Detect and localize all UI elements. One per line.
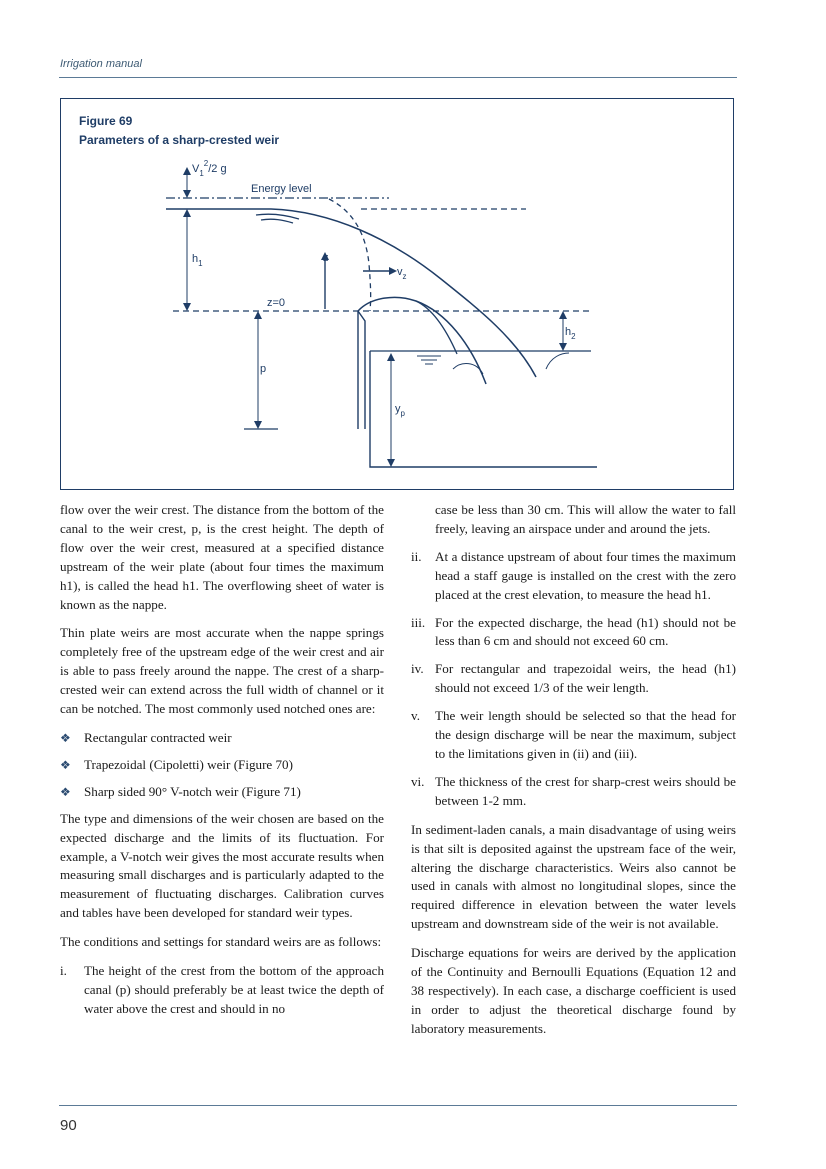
list-item: ❖ Sharp sided 90° V-notch weir (Figure 71) [60, 783, 384, 802]
weir-diagram [61, 99, 733, 489]
list-item: ii. At a distance upstream of about four times the maximum head a staff gauge is installed on the crest with the zero placed at the crest elevation, to measure the head h1. [411, 548, 736, 602]
z-label: z [323, 252, 329, 264]
splash-curl-right [546, 353, 569, 369]
figure-box [60, 98, 734, 490]
p-label: p [260, 363, 267, 375]
paragraph: The conditions and settings for standard weirs are as follows: [60, 934, 382, 950]
footer-rule [59, 1105, 737, 1106]
water-surface-symbol [417, 356, 441, 364]
energy-dashed-curve [329, 199, 371, 311]
conditions-list-continued [411, 501, 736, 811]
list-item: ❖ Rectangular contracted weir [60, 729, 384, 748]
notched-weir-list [60, 729, 384, 802]
z0-label: z=0 [267, 297, 286, 309]
nappe-upper-surface [166, 209, 536, 377]
h1-label: $h_1$ [192, 253, 203, 268]
h2-label: $h_2$ [565, 326, 576, 341]
surface-ripples [256, 214, 299, 223]
list-item: ❖ Trapezoidal (Cipoletti) weir (Figure 70) [60, 756, 384, 775]
vz-label: $v_z$ [397, 266, 407, 281]
yp-label: $y_p$ [395, 403, 405, 418]
left-column [60, 501, 384, 1029]
bullet-icon: ❖ [60, 730, 71, 745]
list-item: v. The weir length should be selected so that the head for the design discharge will be near the maximum, subject to the limitations given in (ii) and (iii). [411, 708, 736, 761]
list-item-continued: case be less than 30 cm. This will allow the water to fall freely, leaving an airspace under and around the jets. [435, 502, 736, 536]
nappe-lower-inner [416, 301, 457, 354]
running-header: Irrigation manual [60, 58, 142, 70]
weir-plate [358, 311, 365, 429]
energy-level-label: Energy level [251, 183, 312, 195]
velocity-head-label: $V_1^2/2$ g [192, 159, 227, 178]
paragraph: In sediment-laden canals, a main disadvantage of using weirs is that silt is deposited against the upstream face of the weir, altering the discharge characteristics. Weirs also cannot be used in canals with almost no longitudinal slopes, since the required difference in elevation between the water levels upstream and downstream side of the weir is not available. [411, 821, 736, 932]
figure-title: Parameters of a sharp-crested weir [79, 133, 280, 147]
list-item: i. The height of the crest from the bottom of the approach canal (p) should preferably be at least twice the depth of water above the crest and should in no [60, 963, 384, 1016]
list-item: iii. For the expected discharge, the head (h1) should not be less than 6 cm and should not exceed 60 cm. [411, 614, 736, 649]
paragraph: Thin plate weirs are most accurate when the nappe springs completely free of the upstream edge of the weir crest and air is able to pass freely around the nappe. The crest of a sharp-crested weir can extend across the full width of channel or it can be notched. The most commonly used notched ones are: [60, 625, 384, 717]
bullet-icon: ❖ [60, 757, 71, 772]
list-item: iv. For rectangular and trapezoidal weirs, the head (h1) should not exceed 1/3 of the weir length. [411, 661, 736, 696]
page-number: 90 [60, 1117, 77, 1134]
list-item: vi. The thickness of the crest for sharp-crest weirs should be between 1-2 mm. [411, 773, 736, 808]
right-column [411, 501, 736, 1049]
paragraph: The type and dimensions of the weir chosen are based on the expected discharge and the limits of its fluctuation. For example, a V-notch weir gives the most accurate results when measuring small discharges and is particularly adapted to the measurement of fluctuating discharges. Calibration curves and tables have been developed for standard weir types. [60, 810, 384, 921]
conditions-list [60, 962, 384, 1019]
paragraph: Discharge equations for weirs are derived by the application of the Continuity and Bernoulli Equations (Equation 12 and 38 respectively). In each case, a discharge coefficient is used in order to adjust the theoretical discharge found by laboratory measurements. [411, 945, 736, 1036]
figure-number: Figure 69 [79, 114, 133, 128]
header-rule [59, 77, 737, 78]
paragraph: flow over the weir crest. The distance from the bottom of the canal to the weir crest, p, is the crest height. The depth of flow over the weir crest, measured at a specified distance upstream of the weir plate (about four times the maximum h1), is called the head h1. The overflowing sheet of water is known as the nappe. [60, 502, 384, 612]
bullet-icon: ❖ [60, 784, 71, 799]
